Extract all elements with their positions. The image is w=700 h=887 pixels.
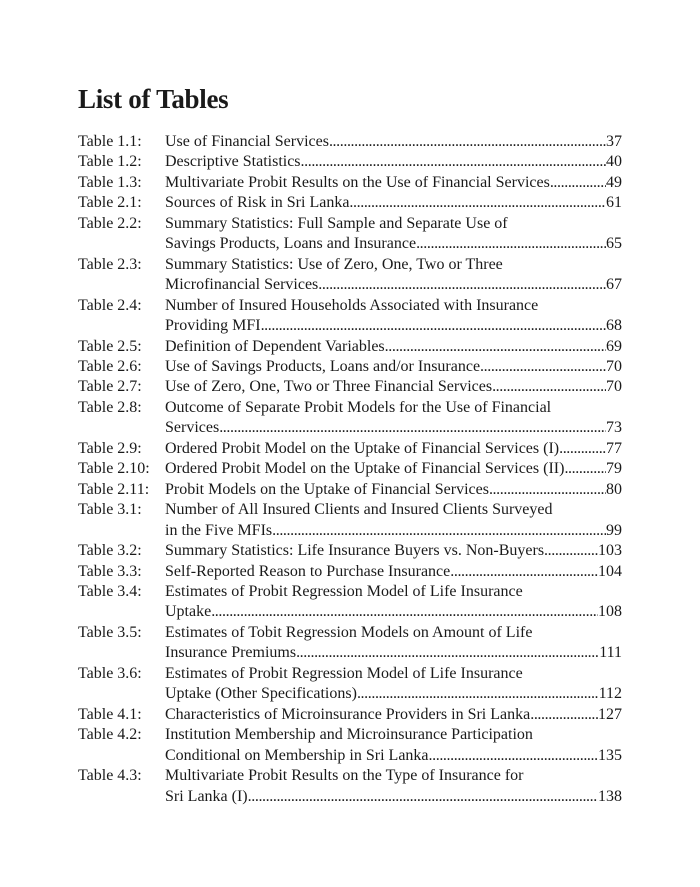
entry-body [165, 664, 622, 705]
entry-title-line: Probit Models on the Uptake of Financial Services [165, 480, 489, 498]
entry-last-line [165, 439, 622, 459]
dot-leader [416, 234, 606, 254]
entry-title-line: Descriptive Statistics [165, 153, 301, 171]
page-number: 104 [598, 562, 622, 580]
table-number: Table 1.3: [78, 173, 142, 191]
toc-entry[interactable] [78, 623, 622, 664]
entry-last-line [165, 357, 622, 377]
entry-title-line: Definition of Dependent Variables [165, 337, 385, 355]
page-number: 99 [606, 521, 622, 539]
toc-entry[interactable] [78, 480, 622, 500]
table-number: Table 2.3: [78, 255, 142, 273]
entry-last-line [165, 521, 622, 541]
entry-last-line [165, 480, 622, 500]
page-number: 80 [606, 480, 622, 498]
entry-last-line [165, 337, 622, 357]
table-number: Table 2.10: [78, 460, 150, 478]
entry-body [165, 377, 622, 397]
entry-last-line [165, 684, 622, 704]
toc-entry[interactable] [78, 541, 622, 561]
entry-title-line: Uptake (Other Specifications) [165, 685, 357, 703]
entry-title-line: Use of Zero, One, Two or Three Financial Services [165, 378, 493, 396]
entry-title-line: Savings Products, Loans and Insurance [165, 235, 417, 253]
entry-title-line: Institution Membership and Microinsurance Participation [165, 726, 533, 744]
dot-leader [480, 357, 606, 377]
table-number: Table 2.9: [78, 439, 142, 457]
toc-entry[interactable] [78, 398, 622, 439]
entry-last-line [165, 643, 622, 663]
page-number: 127 [598, 705, 622, 723]
entry-last-line [165, 132, 622, 152]
table-number: Table 2.6: [78, 357, 142, 375]
toc-entry[interactable] [78, 766, 622, 807]
entry-last-line [165, 173, 622, 193]
table-number: Table 4.2: [78, 726, 142, 744]
entry-last-line [165, 746, 622, 766]
entry-body [165, 255, 622, 296]
entry-body [165, 623, 622, 664]
page-number: 112 [598, 685, 622, 703]
table-number: Table 2.8: [78, 398, 142, 416]
entry-last-line [165, 602, 622, 622]
entry-body [165, 705, 622, 725]
entry-body [165, 500, 622, 541]
table-number: Table 1.1: [78, 133, 142, 150]
page-title: List of Tables [78, 84, 229, 114]
entry-body [165, 132, 622, 152]
entry-title-line: Number of All Insured Clients and Insured Clients Surveyed [165, 501, 553, 519]
toc-entry[interactable] [78, 705, 622, 725]
entry-title-line: Estimates of Probit Regression Model of Life Insurance [165, 582, 523, 600]
dot-leader [489, 480, 606, 500]
dot-leader [301, 152, 606, 172]
toc-entry[interactable] [78, 562, 622, 582]
entry-body [165, 541, 622, 561]
dot-leader [261, 316, 606, 336]
page-number: 68 [606, 317, 622, 335]
dot-leader [385, 337, 606, 357]
entry-body [165, 357, 622, 377]
dot-leader [564, 459, 606, 479]
page-number: 77 [606, 439, 622, 457]
entry-body [165, 725, 622, 766]
entry-title-line: Providing MFI [165, 317, 261, 335]
entry-title-line: Number of Insured Households Associated with Insurance [165, 296, 539, 314]
toc-entry[interactable] [78, 377, 622, 397]
entry-body [165, 337, 622, 357]
table-number: Table 3.6: [78, 664, 142, 682]
table-number: Table 3.4: [78, 582, 142, 600]
entry-last-line [165, 193, 622, 213]
entry-title-line: Summary Statistics: Life Insurance Buyers vs. Non-Buyers [165, 542, 545, 560]
table-number: Table 3.2: [78, 542, 142, 560]
entry-last-line [165, 787, 622, 807]
toc-entry[interactable] [78, 500, 622, 541]
entry-body [165, 193, 622, 213]
entry-title-line: Estimates of Tobit Regression Models on Amount of Life [165, 623, 533, 641]
dot-leader [349, 193, 606, 213]
page-number: 135 [598, 746, 622, 764]
entry-body [165, 582, 622, 623]
entry-title-line: Sources of Risk in Sri Lanka [165, 194, 350, 212]
dot-leader [429, 746, 598, 766]
entry-body [165, 173, 622, 193]
dot-leader [559, 439, 606, 459]
page-number: 49 [606, 173, 622, 191]
table-number: Table 2.4: [78, 296, 142, 314]
entry-body [165, 398, 622, 439]
entry-title-line: Characteristics of Microinsurance Providers in Sri Lanka [165, 705, 531, 723]
dot-leader [550, 173, 606, 193]
entry-title-line: in the Five MFIs [165, 521, 273, 539]
entry-last-line [165, 275, 622, 295]
toc-entry[interactable] [78, 255, 622, 296]
page-number: 65 [606, 235, 622, 253]
dot-leader [357, 684, 599, 704]
toc-entry[interactable] [78, 459, 622, 479]
toc-entry[interactable] [78, 214, 622, 255]
entry-title-line: Insurance Premiums [165, 644, 297, 662]
entry-title-line: Multivariate Probit Results on the Use of Financial Services [165, 173, 550, 191]
table-number: Table 2.11: [78, 480, 150, 498]
dot-leader [492, 377, 606, 397]
entry-title-line: Multivariate Probit Results on the Type of Insurance for [165, 767, 524, 785]
table-number: Table 3.1: [78, 501, 142, 519]
entry-last-line [165, 562, 622, 582]
entry-last-line [165, 316, 622, 336]
toc-entry[interactable] [78, 152, 622, 172]
table-number: Table 4.1: [78, 705, 142, 723]
page-number: 111 [599, 644, 622, 662]
toc-entry[interactable] [78, 296, 622, 337]
entry-title-line: Self-Reported Reason to Purchase Insurance [165, 562, 451, 580]
entry-last-line [165, 234, 622, 254]
dot-leader [296, 643, 599, 663]
page-number: 70 [606, 378, 622, 396]
entry-title-line: Services [165, 419, 220, 437]
table-of-tables [78, 132, 622, 807]
dot-leader [329, 132, 606, 152]
page-number: 40 [606, 153, 622, 171]
toc-entry[interactable] [78, 582, 622, 623]
page-number: 138 [598, 787, 622, 805]
entry-last-line [165, 418, 622, 438]
dot-leader [450, 562, 598, 582]
table-number: Table 3.3: [78, 562, 142, 580]
table-number: Table 1.2: [78, 153, 142, 171]
entry-title-line: Summary Statistics: Use of Zero, One, Two or Three [165, 255, 503, 273]
toc-entry[interactable] [78, 337, 622, 357]
entry-title-line: Sri Lanka (I) [165, 787, 248, 805]
table-number: Table 2.2: [78, 214, 142, 232]
entry-body [165, 439, 622, 459]
entry-title-line: Ordered Probit Model on the Uptake of Financial Services (II) [165, 460, 565, 478]
entry-body [165, 480, 622, 500]
entry-title-line: Uptake [165, 603, 212, 621]
toc-entry[interactable] [78, 357, 622, 377]
toc-entry[interactable] [78, 439, 622, 459]
entry-last-line [165, 705, 622, 725]
dot-leader [530, 705, 598, 725]
entry-title-line: Conditional on Membership in Sri Lanka [165, 746, 429, 764]
table-number: Table 3.5: [78, 623, 142, 641]
entry-title-line: Use of Financial Services [165, 133, 329, 150]
toc-entry[interactable] [78, 173, 622, 193]
table-number: Table 2.5: [78, 337, 142, 355]
table-number: Table 4.3: [78, 767, 142, 785]
toc-entry[interactable] [78, 132, 622, 152]
entry-body [165, 766, 622, 807]
page-number: 37 [606, 133, 622, 150]
page-number: 70 [606, 357, 622, 375]
page-number: 73 [606, 419, 622, 437]
entry-title-line: Use of Savings Products, Loans and/or Insurance [165, 357, 481, 375]
entry-last-line [165, 459, 622, 479]
entry-body [165, 459, 622, 479]
entry-body [165, 296, 622, 337]
toc-entry[interactable] [78, 193, 622, 213]
page-number: 61 [606, 194, 622, 212]
entry-title-line: Estimates of Probit Regression Model of Life Insurance [165, 664, 523, 682]
entry-last-line [165, 152, 622, 172]
dot-leader [248, 787, 598, 807]
entry-body [165, 562, 622, 582]
entry-body [165, 152, 622, 172]
toc-entry[interactable] [78, 725, 622, 766]
page-number: 103 [598, 542, 622, 560]
dot-leader [318, 275, 606, 295]
dot-leader [219, 418, 606, 438]
page-number: 108 [598, 603, 622, 621]
dot-leader [544, 541, 598, 561]
page-number: 79 [606, 460, 622, 478]
entry-title-line: Summary Statistics: Full Sample and Separate Use of [165, 214, 508, 232]
table-number: Table 2.1: [78, 194, 142, 212]
entry-body [165, 214, 622, 255]
dot-leader [272, 521, 606, 541]
entry-title-line: Ordered Probit Model on the Uptake of Financial Services (I) [165, 439, 560, 457]
toc-entry[interactable] [78, 664, 622, 705]
entry-last-line [165, 377, 622, 397]
entry-title-line: Outcome of Separate Probit Models for the Use of Financial [165, 398, 552, 416]
entry-last-line [165, 541, 622, 561]
table-number: Table 2.7: [78, 378, 142, 396]
page-number: 67 [606, 276, 622, 294]
page-number: 69 [606, 337, 622, 355]
entry-title-line: Microfinancial Services [165, 276, 319, 294]
dot-leader [211, 602, 598, 622]
